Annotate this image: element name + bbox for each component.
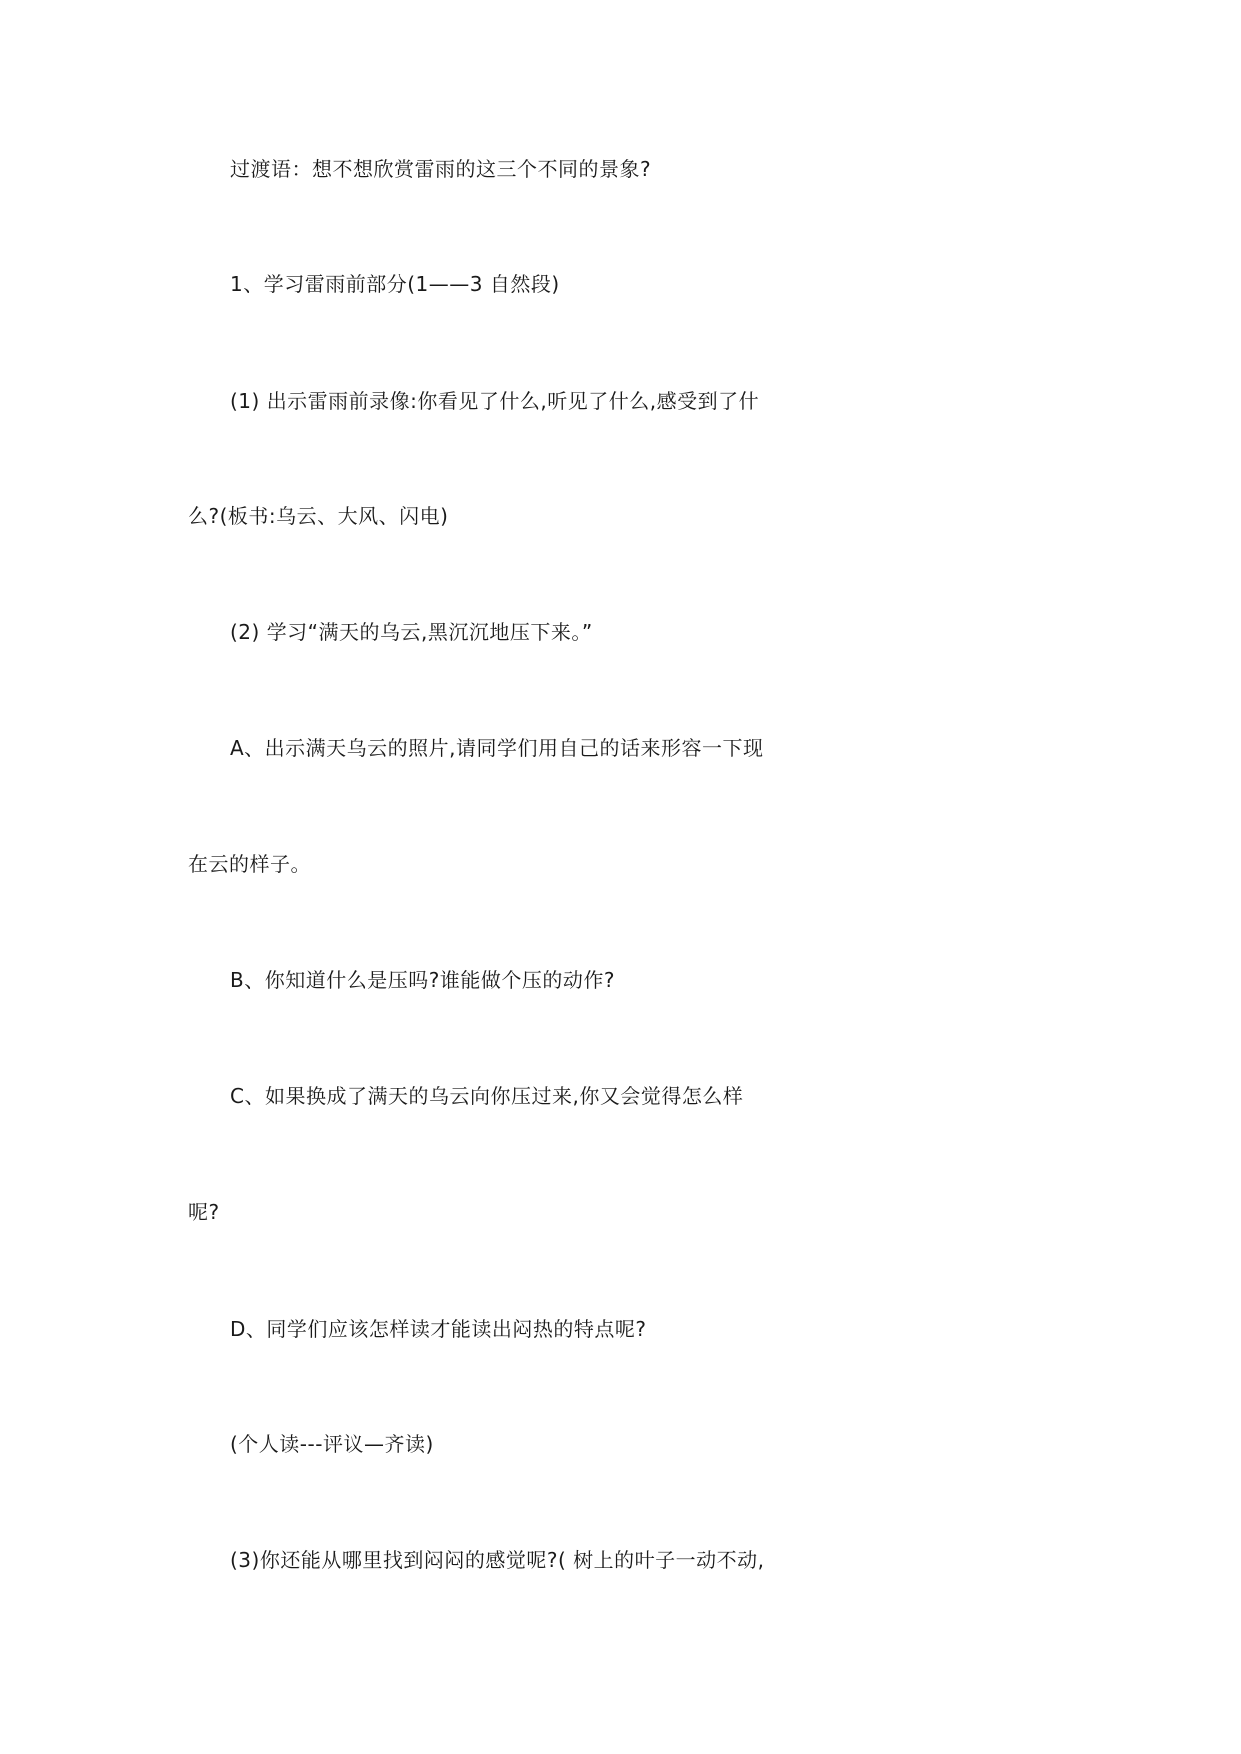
step-1-continuation: 么?(板书:乌云、大风、闪电) <box>188 504 449 528</box>
item-a-continuation: 在云的样子。 <box>188 852 311 876</box>
reading-note: (个人读---评议—齐读) <box>230 1432 434 1456</box>
step-1-text: (1) 出示雷雨前录像:你看见了什么,听见了什么,感受到了什 <box>230 389 760 413</box>
transition-text: 过渡语：想不想欣赏雷雨的这三个不同的景象? <box>230 157 652 181</box>
step-2-text: (2) 学习“满天的乌云,黑沉沉地压下来。” <box>230 620 593 644</box>
item-b-text: B、你知道什么是压吗?谁能做个压的动作? <box>230 968 615 992</box>
item-c-text: C、如果换成了满天的乌云向你压过来,你又会觉得怎么样 <box>230 1084 744 1108</box>
step-3-text: (3)你还能从哪里找到闷闷的感觉呢?( 树上的叶子一动不动, <box>230 1548 765 1572</box>
item-c-continuation: 呢? <box>188 1200 220 1224</box>
item-a-text: A、出示满天乌云的照片,请同学们用自己的话来形容一下现 <box>230 736 764 760</box>
item-d-text: D、同学们应该怎样读才能读出闷热的特点呢? <box>230 1317 647 1341</box>
section-heading-1: 1、学习雷雨前部分(1——3 自然段) <box>230 272 560 296</box>
